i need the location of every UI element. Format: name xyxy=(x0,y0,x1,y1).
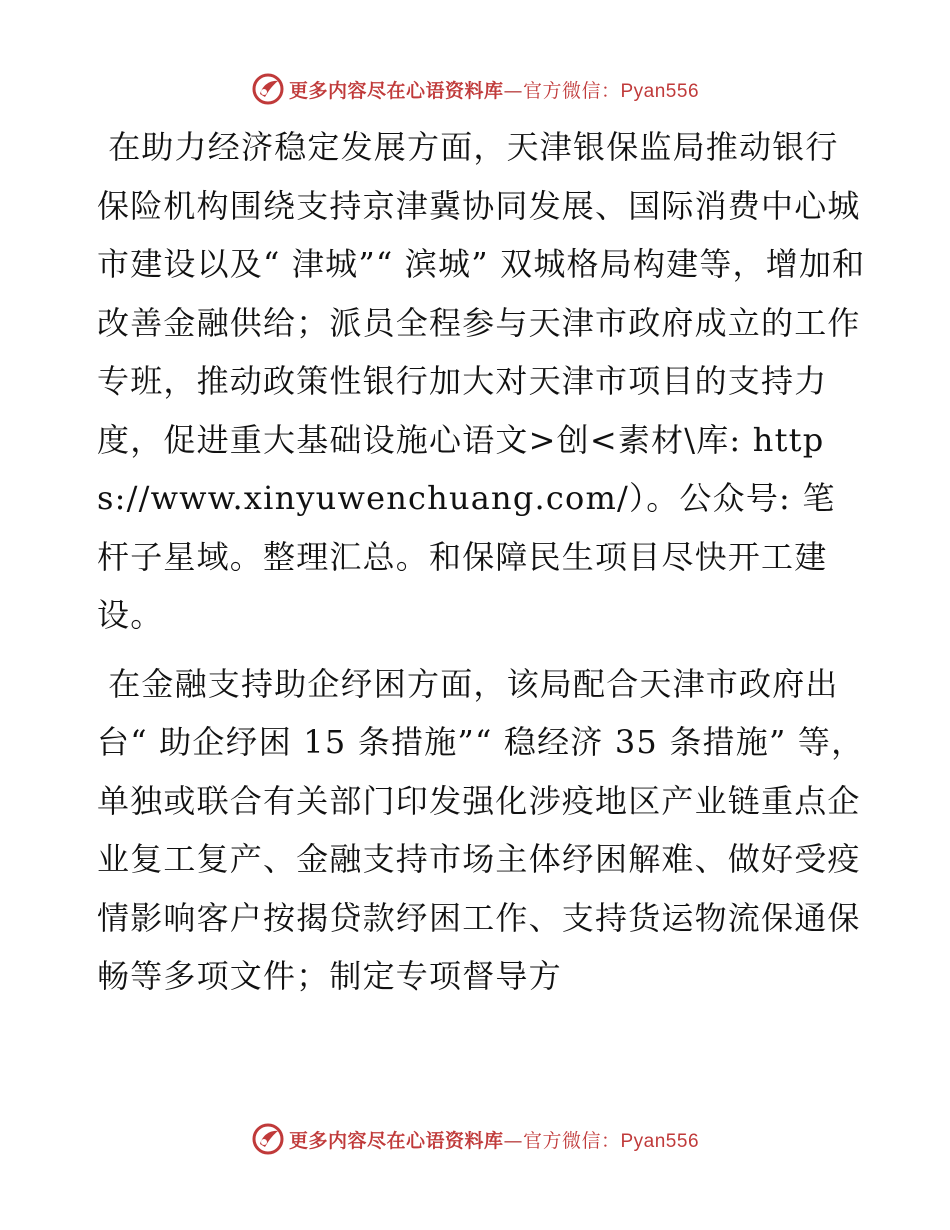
banner-dash: — xyxy=(503,1129,523,1152)
paragraph: 在金融支持助企纾困方面，该局配合天津市政府出台“ 助企纾困 15 条措施”“ 稳经济 35 条措施” 等，单独或联合有关部门印发强化涉疫地区产业链重点企业复工复产、金融支持市场主体纾困解难、做好受疫情影响客户按揭贷款纾困工作、支持货运物流保通保畅等多项文件；制定专项督导方 xyxy=(97,664,865,995)
banner-dash: — xyxy=(503,79,523,102)
banner-title: 更多内容尽在心语资料库 xyxy=(288,79,504,102)
banner-wechat-id: Pyan556 xyxy=(620,80,700,102)
document-body xyxy=(97,118,867,1006)
banner-label: 官方微信： xyxy=(522,79,621,102)
banner-label: 官方微信： xyxy=(522,1129,621,1152)
banner-wechat-id: Pyan556 xyxy=(620,1130,700,1152)
logo-icon xyxy=(251,1122,285,1156)
footer-banner xyxy=(0,1122,950,1156)
banner-title: 更多内容尽在心语资料库 xyxy=(288,1129,504,1152)
header-banner xyxy=(0,72,950,106)
logo-icon xyxy=(251,72,285,106)
paragraph: 在助力经济稳定发展方面，天津银保监局推动银行保险机构围绕支持京津冀协同发展、国际消费中心城市建设以及“ 津城”“ 滨城” 双城格局构建等，增加和改善金融供给；派员全程参与天津市政府成立的工作专班，推动政策性银行加大对天津市项目的支持力度，促进重大基础设施心语文>创<素材\库: https://www.xinyuwenchuang.com/）。公众号: 笔杆子星域。整理汇总。和保障民生项目尽快开工建设。 xyxy=(97,128,866,634)
